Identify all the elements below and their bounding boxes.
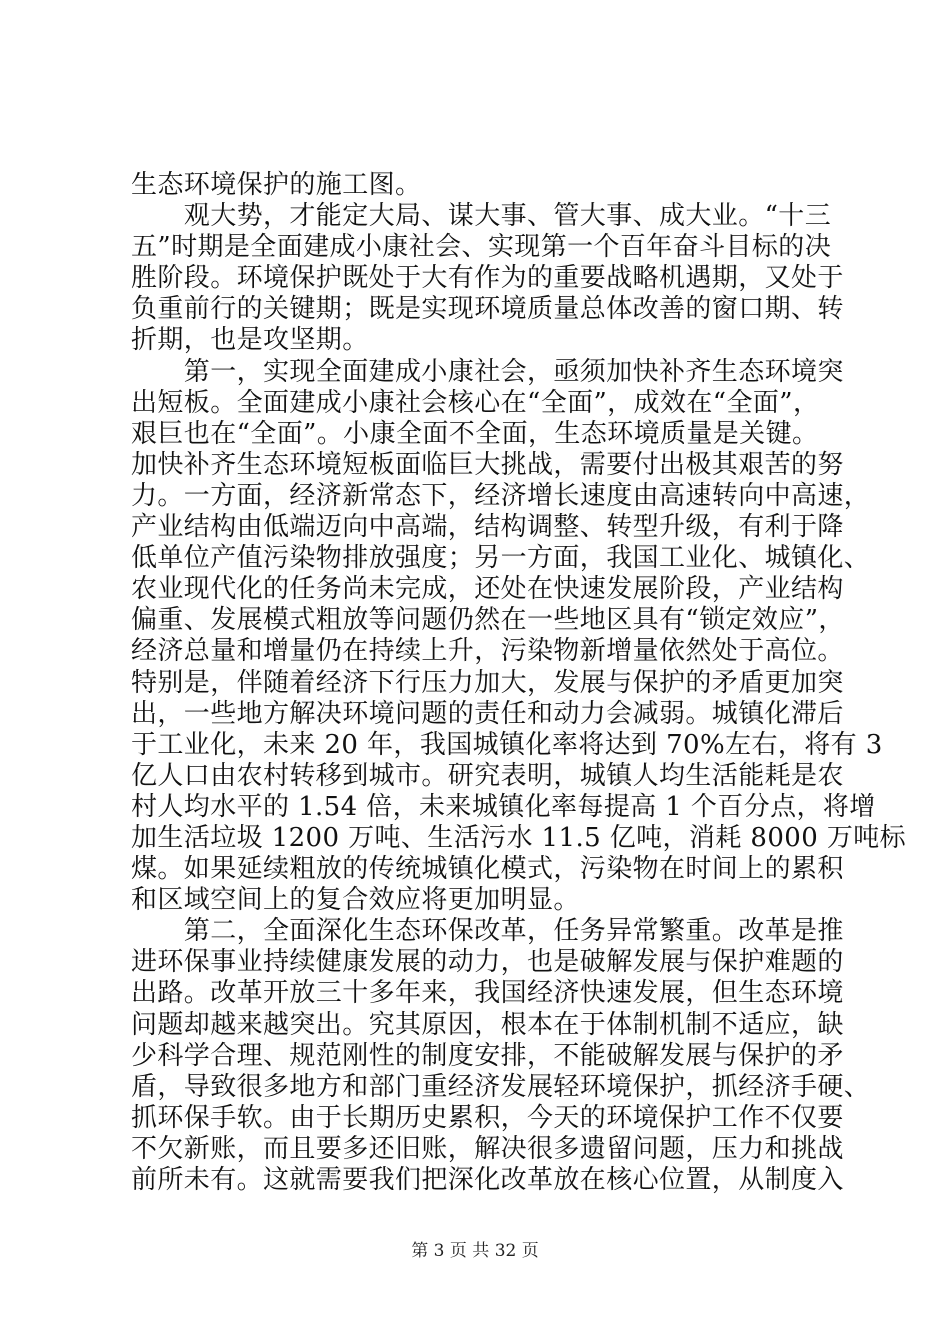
text-line: 抓环保手软。由于长期历史累积，今天的环境保护工作不仅要 — [131, 1102, 844, 1133]
text-line: 经济总量和增量仍在持续上升，污染物新增量依然处于高位。 — [131, 636, 844, 667]
text-line: 煤。如果延续粗放的传统城镇化模式，污染物在时间上的累积 — [131, 854, 844, 885]
text-line: 第二，全面深化生态环保改革，任务异常繁重。改革是推 — [131, 916, 844, 947]
text-line: 出路。改革开放三十多年来，我国经济快速发展，但生态环境 — [131, 978, 844, 1009]
text-line: 于工业化，未来 20 年，我国城镇化率将达到 70%左右，将有 3 — [131, 729, 883, 760]
text-line: 盾，导致很多地方和部门重经济发展轻环境保护，抓经济手硬、 — [131, 1071, 871, 1102]
text-line: 亿人口由农村转移到城市。研究表明，城镇人均生活能耗是农 — [131, 760, 844, 791]
text-line: 负重前行的关键期；既是实现环境质量总体改善的窗口期、转 — [131, 294, 844, 325]
text-line: 胜阶段。环境保护既处于大有作为的重要战略机遇期，又处于 — [131, 263, 844, 294]
text-line: 五”时期是全面建成小康社会、实现第一个百年奋斗目标的决 — [131, 232, 832, 263]
text-line: 村人均水平的 1.54 倍，未来城镇化率每提高 1 个百分点，将增 — [131, 791, 876, 822]
text-line: 力。一方面，经济新常态下，经济增长速度由高速转向中高速， — [131, 480, 871, 511]
text-line: 问题却越来越突出。究其原因，根本在于体制机制不适应，缺 — [131, 1009, 844, 1040]
text-line: 出短板。全面建成小康社会核心在“全面”，成效在“全面”， — [131, 387, 820, 418]
text-line: 第一，实现全面建成小康社会，亟须加快补齐生态环境突 — [131, 356, 844, 387]
text-line: 生态环境保护的施工图。 — [131, 170, 422, 200]
text-line: 进环保事业持续健康发展的动力，也是破解发展与保护难题的 — [131, 947, 844, 978]
text-line: 低单位产值污染物排放强度；另一方面，我国工业化、城镇化、 — [131, 543, 871, 574]
text-line: 不欠新账，而且要多还旧账，解决很多遗留问题，压力和挑战 — [131, 1133, 844, 1164]
text-line: 前所未有。这就需要我们把深化改革放在核心位置，从制度入 — [131, 1165, 844, 1195]
page-number-footer: 第 3 页 共 32 页 — [411, 1241, 539, 1261]
text-line: 农业现代化的任务尚未完成，还处在快速发展阶段，产业结构 — [131, 574, 844, 605]
text-line: 加生活垃圾 1200 万吨、生活污水 11.5 亿吨，消耗 8000 万吨标 — [131, 822, 907, 853]
text-line: 少科学合理、规范刚性的制度安排，不能破解发展与保护的矛 — [131, 1040, 844, 1071]
text-line: 加快补齐生态环境短板面临巨大挑战，需要付出极其艰苦的努 — [131, 449, 844, 480]
text-line: 折期，也是攻坚期。 — [131, 325, 369, 356]
text-line: 偏重、发展模式粗放等问题仍然在一些地区具有“锁定效应”， — [131, 605, 845, 636]
text-line: 艰巨也在“全面”。小康全面不全面，生态环境质量是关键。 — [131, 418, 819, 449]
body-text — [131, 170, 907, 1196]
text-line: 特别是，伴随着经济下行压力加大，发展与保护的矛盾更加突 — [131, 667, 844, 698]
text-line: 产业结构由低端迈向中高端，结构调整、转型升级，有利于降 — [131, 512, 844, 543]
text-line: 出，一些地方解决环境问题的责任和动力会减弱。城镇化滞后 — [131, 698, 844, 729]
text-line: 和区域空间上的复合效应将更加明显。 — [131, 885, 580, 916]
text-line: 观大势，才能定大局、谋大事、管大事、成大业。“十三 — [131, 201, 832, 232]
